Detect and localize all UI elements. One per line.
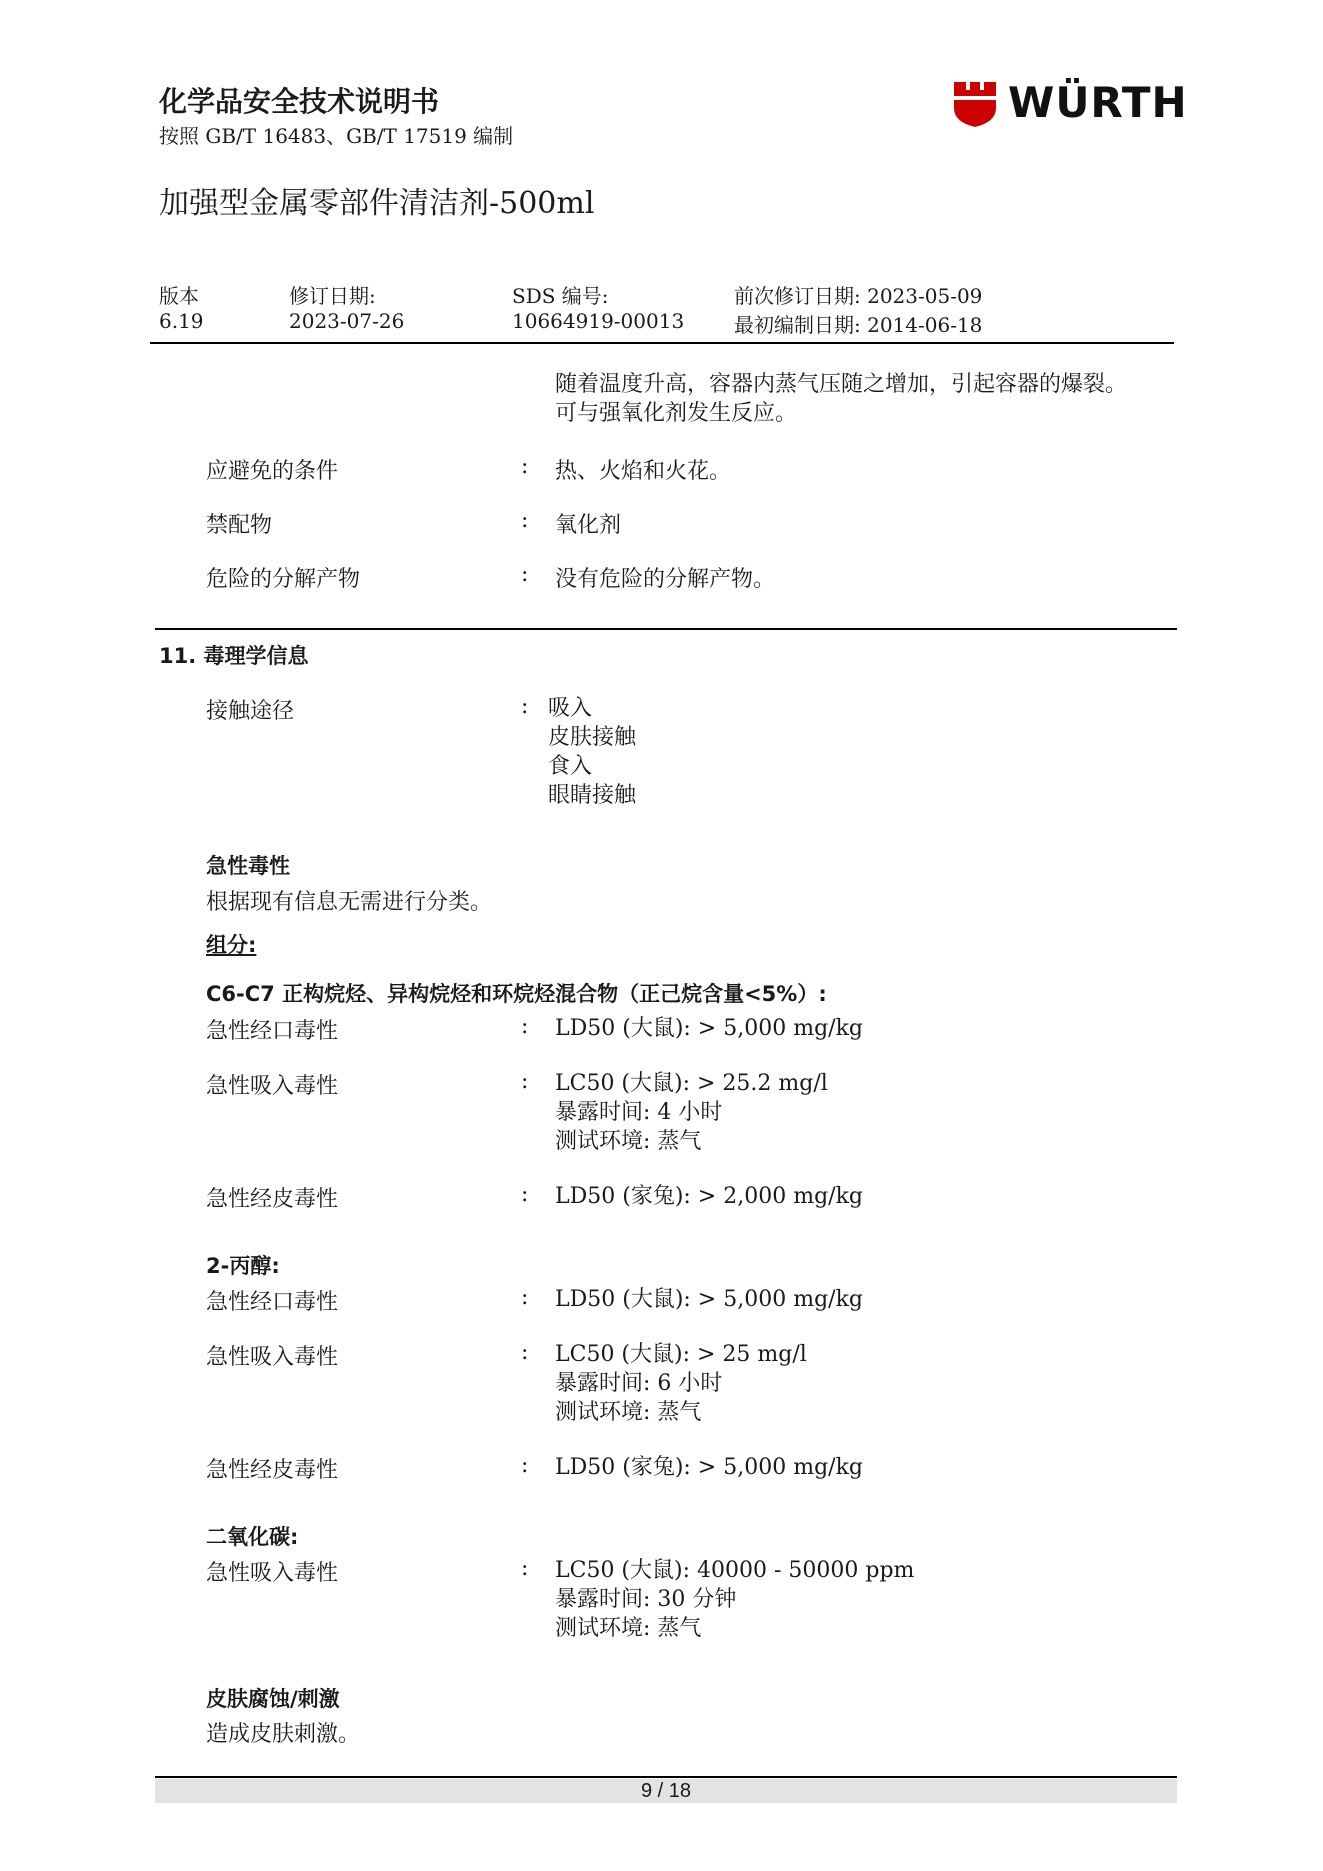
acute-oral-toxicity-label: 急性经口毒性 bbox=[206, 1019, 339, 1044]
exposure-time: 暴露时间: 30 分钟 bbox=[555, 1587, 737, 1612]
exposure-route-inhalation: 吸入 bbox=[548, 696, 593, 721]
acute-inhalation-toxicity-value: LC50 (大鼠): > 25.2 mg/l bbox=[555, 1071, 828, 1096]
standard-reference: 按照 GB/T 16483、GB/T 17519 编制 bbox=[159, 124, 514, 148]
acute-oral-toxicity-label: 急性经口毒性 bbox=[206, 1290, 339, 1315]
incompatible-materials-value: 氧化剂 bbox=[555, 513, 622, 538]
header-divider bbox=[150, 342, 1174, 344]
acute-dermal-toxicity-value: LD50 (家兔): > 2,000 mg/kg bbox=[555, 1184, 863, 1209]
acute-toxicity-heading: 急性毒性 bbox=[206, 854, 290, 878]
test-atmosphere: 测试环境: 蒸气 bbox=[555, 1129, 702, 1154]
document-title: 化学品安全技术说明书 bbox=[159, 85, 440, 118]
exposure-route-ingestion: 食入 bbox=[548, 754, 593, 779]
colon: : bbox=[521, 508, 529, 533]
component-name: 二氧化碳: bbox=[206, 1525, 299, 1549]
acute-oral-toxicity-value: LD50 (大鼠): > 5,000 mg/kg bbox=[555, 1287, 863, 1312]
stability-continued-line-2: 可与强氧化剂发生反应。 bbox=[555, 401, 798, 426]
colon: : bbox=[521, 1340, 529, 1365]
component-name: C6-C7 正构烷烃、异构烷烃和环烷烃混合物（正己烷含量<5%）: bbox=[206, 982, 827, 1006]
revision-date-label: 修订日期: bbox=[289, 284, 376, 308]
stability-continued-line-1: 随着温度升高，容器内蒸气压随之增加，引起容器的爆裂。 bbox=[555, 372, 1128, 397]
wurth-logo bbox=[952, 78, 1188, 128]
brand-wordmark: WÜRTH bbox=[1008, 78, 1188, 127]
conditions-to-avoid-label: 应避免的条件 bbox=[206, 459, 339, 484]
page-number: 9 / 18 bbox=[640, 1780, 692, 1802]
wurth-emblem-icon bbox=[952, 78, 998, 128]
version-label: 版本 bbox=[159, 284, 199, 308]
test-atmosphere: 测试环境: 蒸气 bbox=[555, 1616, 702, 1641]
footer-bar bbox=[155, 1779, 1177, 1803]
colon: : bbox=[521, 562, 529, 587]
decomposition-products-value: 没有危险的分解产物。 bbox=[555, 567, 776, 592]
acute-inhalation-toxicity-value: LC50 (大鼠): 40000 - 50000 ppm bbox=[555, 1558, 915, 1583]
colon: : bbox=[521, 694, 529, 719]
incompatible-materials-label: 禁配物 bbox=[206, 513, 273, 538]
exposure-time: 暴露时间: 4 小时 bbox=[555, 1100, 723, 1125]
colon: : bbox=[521, 1285, 529, 1310]
acute-dermal-toxicity-label: 急性经皮毒性 bbox=[206, 1187, 339, 1212]
section-11-title: 11. 毒理学信息 bbox=[159, 644, 309, 668]
exposure-time: 暴露时间: 6 小时 bbox=[555, 1371, 723, 1396]
colon: : bbox=[521, 1453, 529, 1478]
footer-divider bbox=[155, 1776, 1177, 1778]
colon: : bbox=[521, 1556, 529, 1581]
acute-dermal-toxicity-label: 急性经皮毒性 bbox=[206, 1458, 339, 1483]
revision-date-value: 2023-07-26 bbox=[289, 309, 405, 333]
components-heading: 组分: bbox=[206, 933, 257, 957]
sds-number-label: SDS 编号: bbox=[512, 284, 609, 308]
acute-oral-toxicity-value: LD50 (大鼠): > 5,000 mg/kg bbox=[555, 1016, 863, 1041]
acute-toxicity-text: 根据现有信息无需进行分类。 bbox=[206, 890, 493, 915]
version-value: 6.19 bbox=[159, 309, 204, 333]
sds-number-value: 10664919-00013 bbox=[512, 309, 685, 333]
colon: : bbox=[521, 1069, 529, 1094]
colon: : bbox=[521, 1014, 529, 1039]
acute-dermal-toxicity-value: LD50 (家兔): > 5,000 mg/kg bbox=[555, 1455, 863, 1480]
skin-corrosion-heading: 皮肤腐蚀/刺激 bbox=[206, 1687, 340, 1711]
exposure-routes-label: 接触途径 bbox=[206, 699, 295, 724]
acute-inhalation-toxicity-label: 急性吸入毒性 bbox=[206, 1561, 339, 1586]
acute-inhalation-toxicity-label: 急性吸入毒性 bbox=[206, 1345, 339, 1370]
decomposition-products-label: 危险的分解产物 bbox=[206, 567, 361, 592]
exposure-route-skin: 皮肤接触 bbox=[548, 725, 637, 750]
skin-corrosion-text: 造成皮肤刺激。 bbox=[206, 1722, 361, 1747]
colon: : bbox=[521, 1182, 529, 1207]
exposure-route-eye: 眼睛接触 bbox=[548, 783, 637, 808]
colon: : bbox=[521, 454, 529, 479]
section-divider bbox=[155, 628, 1177, 630]
product-name: 加强型金属零部件清洁剂-500ml bbox=[159, 186, 595, 221]
component-name: 2-丙醇: bbox=[206, 1254, 280, 1278]
previous-revision-date: 前次修订日期: 2023-05-09 bbox=[734, 284, 983, 308]
acute-inhalation-toxicity-label: 急性吸入毒性 bbox=[206, 1074, 339, 1099]
acute-inhalation-toxicity-value: LC50 (大鼠): > 25 mg/l bbox=[555, 1342, 807, 1367]
first-issue-date: 最初编制日期: 2014-06-18 bbox=[734, 313, 983, 337]
conditions-to-avoid-value: 热、火焰和火花。 bbox=[555, 459, 732, 484]
test-atmosphere: 测试环境: 蒸气 bbox=[555, 1400, 702, 1425]
